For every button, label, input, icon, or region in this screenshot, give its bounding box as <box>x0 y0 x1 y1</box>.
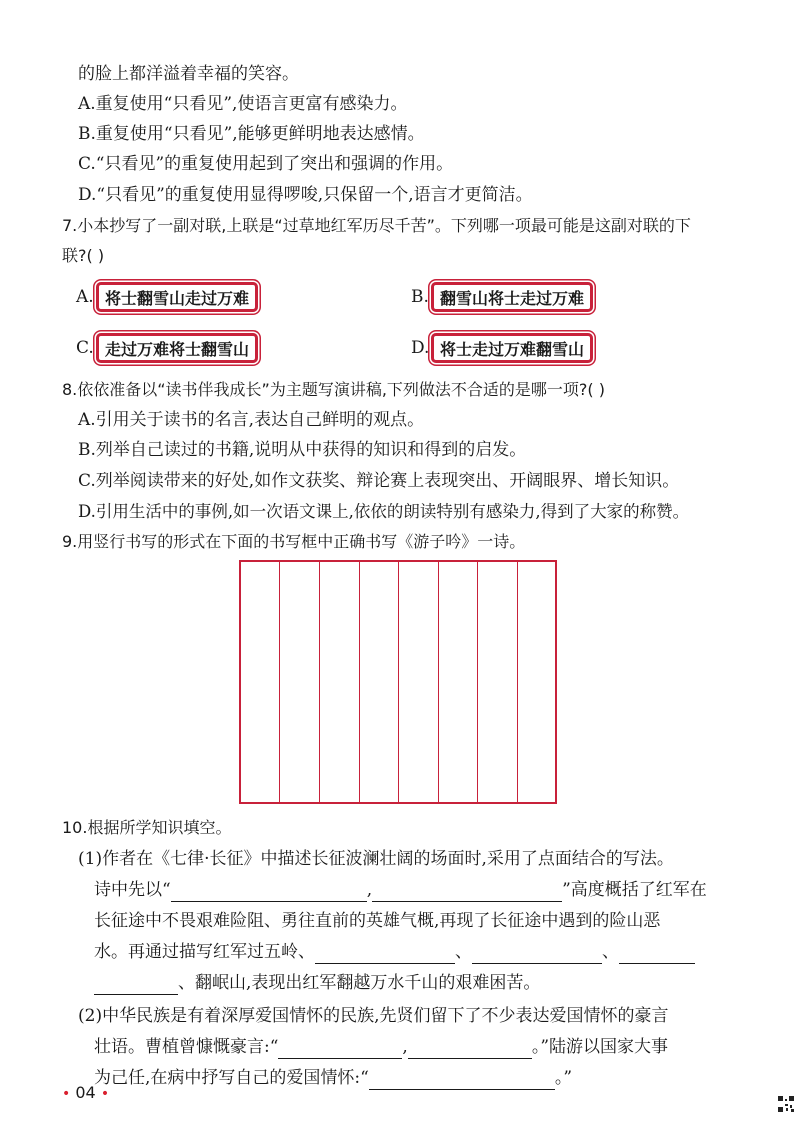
q8-option-d: D.引用生活中的事例,如一次语文课上,依依的朗读特别有感染力,得到了大家的称赞。 <box>78 502 690 521</box>
q7-option-c-box[interactable] <box>96 333 258 363</box>
text-segment: 、翻岷山,表现出红军翻越万水千山的艰难困苦。 <box>178 973 541 993</box>
q7-option-d-letter: D. <box>411 338 430 358</box>
q6-stem-tail: 的脸上都洋溢着幸福的笑容。 <box>78 64 299 84</box>
q7-option-b-box[interactable] <box>431 282 593 312</box>
grid-column-line <box>398 562 399 802</box>
q10-part1-line4 <box>94 940 695 964</box>
q7-option-a-box[interactable] <box>96 282 258 312</box>
q6-option-d: D.“只看见”的重复使用显得啰唆,只保留一个,语言才更简洁。 <box>78 185 533 205</box>
writing-grid[interactable] <box>239 560 557 804</box>
grid-column-line <box>279 562 280 802</box>
bullet-icon: • <box>62 1086 71 1102</box>
q7-option-d-text: 将士走过万难翻雪山 <box>440 339 585 359</box>
q10-part1-line1: (1)作者在《七律·长征》中描述长征波澜壮阔的场面时,采用了点面结合的写法。 <box>78 849 674 869</box>
text-segment: ”高度概括了红军在 <box>562 880 707 900</box>
q7-option-c-letter: C. <box>76 338 94 358</box>
answer-blank[interactable] <box>278 1040 402 1059</box>
q7-option-a-text: 将士翻雪山走过万难 <box>105 288 250 308</box>
answer-blank[interactable] <box>408 1040 532 1059</box>
q6-option-b: B.重复使用“只看见”,能够更鲜明地表达感情。 <box>78 124 425 144</box>
text-segment: 、 <box>602 942 619 962</box>
q10-part1-line3: 长征途中不畏艰难险阻、勇往直前的英雄气概,再现了长征途中遇到的险山恶 <box>94 911 661 931</box>
text-segment: 诗中先以“ <box>94 880 171 900</box>
bullet-icon: • <box>100 1086 110 1102</box>
text-segment: 壮语。曹植曾慷慨豪言:“ <box>94 1037 279 1057</box>
grid-column-line <box>477 562 478 802</box>
q9-stem: 9.用竖行书写的形式在下面的书写框中正确书写《游子吟》一诗。 <box>62 532 526 551</box>
q7-option-b-text: 翻雪山将士走过万难 <box>440 288 585 308</box>
answer-blank[interactable] <box>619 945 695 964</box>
q10-part2-line2 <box>94 1035 668 1059</box>
page-number-text: 04 <box>75 1083 96 1102</box>
q7-stem-cont: 联?( ) <box>62 246 105 265</box>
q6-option-a: A.重复使用“只看见”,使语言更富有感染力。 <box>78 94 408 114</box>
q7-option-a-letter: A. <box>76 287 94 307</box>
q10-part2-line3 <box>94 1066 572 1090</box>
q10-stem: 10.根据所学知识填空。 <box>62 818 232 837</box>
answer-blank[interactable] <box>315 945 455 964</box>
q10-part2-line1: (2)中华民族是有着深厚爱国情怀的民族,先贤们留下了不少表达爱国情怀的豪言 <box>78 1006 669 1026</box>
q8-option-b: B.列举自己读过的书籍,说明从中获得的知识和得到的启发。 <box>78 440 527 460</box>
q7-option-d-box[interactable] <box>431 333 593 363</box>
q7-stem: 7.小本抄写了一副对联,上联是“过草地红军历尽千苦”。下列哪一项最可能是这副对联的下 <box>62 216 691 235</box>
q8-option-c: C.列举阅读带来的好处,如作文获奖、辩论赛上表现突出、开阔眼界、增长知识。 <box>78 471 680 491</box>
text-segment: , <box>402 1037 408 1057</box>
text-segment: 、 <box>455 942 472 962</box>
text-segment: 水。再通过描写红军过五岭、 <box>94 942 315 962</box>
q10-part1-line2 <box>94 878 707 902</box>
q8-option-a: A.引用关于读书的名言,表达自己鲜明的观点。 <box>78 410 425 430</box>
text-segment: 为己任,在病中抒写自己的爱国情怀:“ <box>94 1068 369 1088</box>
answer-blank[interactable] <box>472 945 602 964</box>
qr-code-icon <box>778 1096 794 1112</box>
answer-blank[interactable] <box>369 1071 555 1090</box>
answer-blank[interactable] <box>372 883 562 902</box>
text-segment: 。” <box>554 1068 573 1088</box>
grid-column-line <box>319 562 320 802</box>
text-segment: , <box>366 880 373 900</box>
text-segment: 。”陆游以国家大事 <box>531 1037 669 1057</box>
grid-column-line <box>517 562 518 802</box>
q6-option-c: C.“只看见”的重复使用起到了突出和强调的作用。 <box>78 154 454 174</box>
answer-blank[interactable] <box>171 883 367 902</box>
page-number <box>62 1083 109 1102</box>
q10-part1-line5 <box>94 971 540 995</box>
q7-option-b-letter: B. <box>411 287 429 307</box>
grid-column-line <box>438 562 439 802</box>
grid-column-line <box>359 562 360 802</box>
q7-option-c-text: 走过万难将士翻雪山 <box>105 339 250 359</box>
q8-stem: 8.依依准备以“读书伴我成长”为主题写演讲稿,下列做法不合适的是哪一项?( ) <box>62 380 605 399</box>
answer-blank[interactable] <box>94 976 178 995</box>
